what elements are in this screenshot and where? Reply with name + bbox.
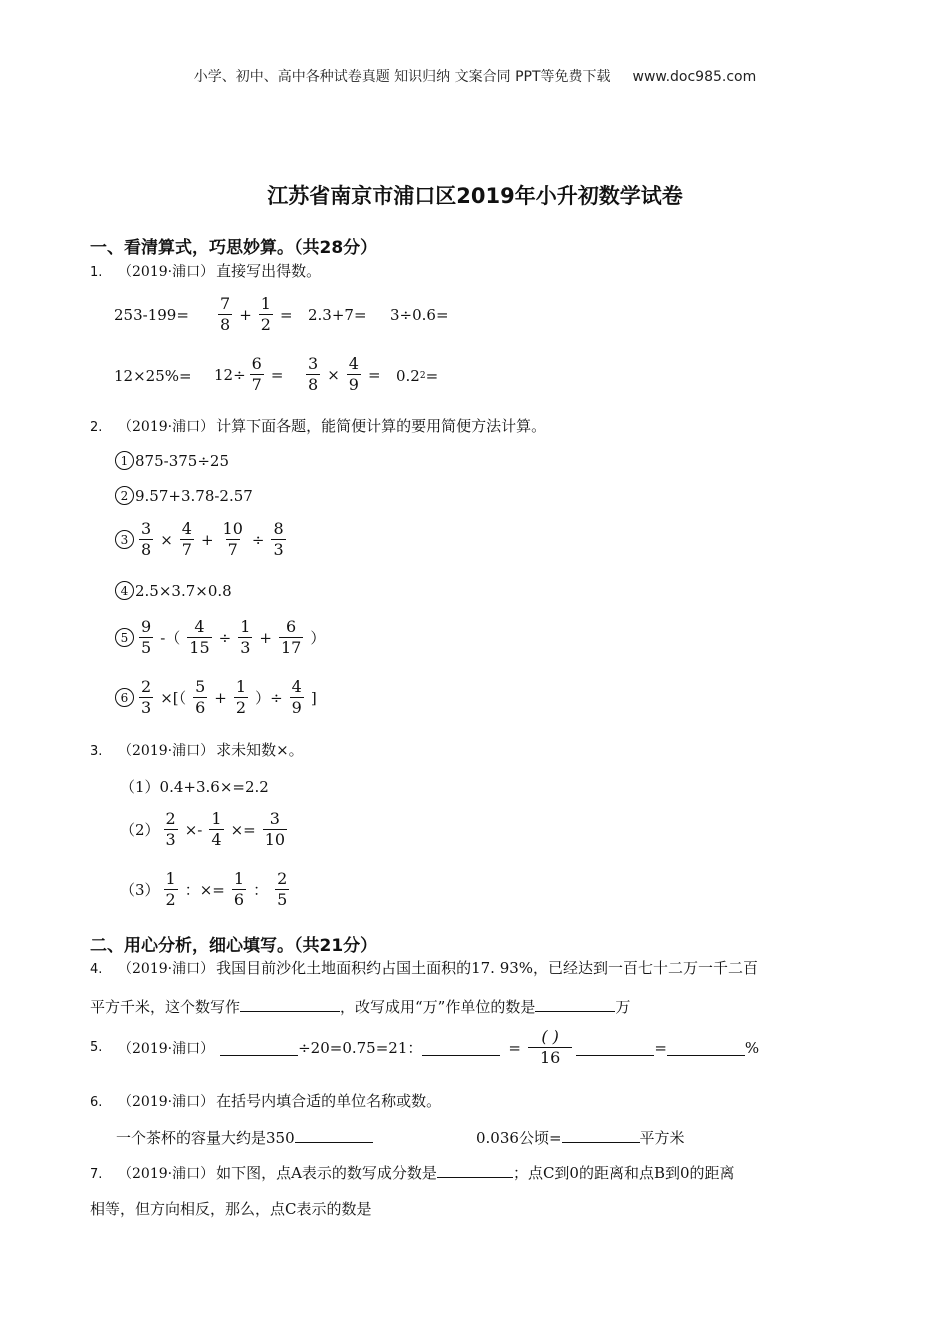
fraction: $\frac{6}{7}$ xyxy=(251,354,262,395)
fraction: $\frac{1}{6}$ xyxy=(233,869,245,910)
question-text: 求未知数×。 xyxy=(216,741,304,759)
question-number: 6. xyxy=(90,1095,103,1110)
fraction: $\frac{9}{5}$ xyxy=(141,617,152,658)
q1-expr-8: 0.2 2 = xyxy=(396,367,439,385)
q2-expr-1: 1 875-375÷25 xyxy=(115,451,229,470)
fraction: $\frac{4}{7}$ xyxy=(181,519,192,560)
source-tag: （2019·浦口） xyxy=(118,1166,215,1182)
question-5: 5. （2019·浦口） ÷20=0.75=21： = $\frac{( )}{16}$ = % xyxy=(90,1027,760,1068)
source-tag: （2019·浦口） xyxy=(118,1040,215,1057)
question-text: 在括号内填合适的单位名称或数。 xyxy=(216,1092,442,1110)
source-tag: （2019·浦口） xyxy=(118,961,215,977)
fraction: $\frac{5}{6}$ xyxy=(195,677,206,718)
question-6 xyxy=(90,1090,441,1111)
question-number: 4. xyxy=(90,962,103,977)
question-text: 直接写出得数。 xyxy=(216,262,322,280)
q1-expr-5: 12×25%= xyxy=(114,367,192,385)
fraction: $\frac{4}{9}$ xyxy=(348,354,359,395)
circled-number: 5 xyxy=(115,628,134,647)
question-number: 5. xyxy=(90,1040,103,1056)
answer-blank[interactable] xyxy=(220,1039,298,1056)
q1-expr-1: 253-199= xyxy=(114,306,189,324)
question-7-line-2: 相等，但方向相反，那么，点C表示的数是 xyxy=(90,1200,372,1218)
fraction: $\frac{7}{8}$ xyxy=(220,294,231,335)
fraction: $\frac{2}{3}$ xyxy=(141,677,152,718)
fraction: $\frac{2}{3}$ xyxy=(165,809,176,850)
q1-expr-3: 2.3+7= xyxy=(308,306,367,324)
question-4 xyxy=(90,957,758,978)
header-url[interactable]: www.doc985.com xyxy=(632,69,757,85)
fraction: $\frac{10}{7}$ xyxy=(222,519,243,560)
question-3 xyxy=(90,739,304,760)
q1-expr-2: $\frac{7}{8}$ + $\frac{1}{2}$ = xyxy=(220,294,293,335)
answer-blank[interactable] xyxy=(667,1039,745,1056)
answer-blank[interactable] xyxy=(422,1039,500,1056)
fraction: $\frac{3}{8}$ xyxy=(308,354,319,395)
question-6-line-2b: 0.036公顷= 平方米 xyxy=(476,1126,685,1148)
section-2-heading: 二、用心分析，细心填写。（共21分） xyxy=(90,936,378,956)
source-tag: （2019·浦口） xyxy=(118,419,215,435)
question-text: 我国目前沙化土地面积约占国土面积的17. 93%，已经达到一百七十二万一千二百 xyxy=(216,959,759,977)
fraction: $\frac{( )}{16}$ xyxy=(528,1028,572,1068)
fraction: $\frac{4}{9}$ xyxy=(291,677,302,718)
q2-expr-5: 5 $\frac{9}{5}$ -（ $\frac{4}{15}$ ÷ $\frac{1}{3}$ + $\frac{6}{17}$ ） xyxy=(115,618,328,658)
fraction: $\frac{8}{3}$ xyxy=(273,519,284,560)
circled-number: 6 xyxy=(115,688,134,707)
q3-part-2: （2） $\frac{2}{3}$ ×- $\frac{1}{4}$ ×= $\frac{3}{10}$ xyxy=(120,809,286,850)
source-tag: （2019·浦口） xyxy=(118,1094,215,1110)
fraction: $\frac{1}{2}$ xyxy=(165,869,176,910)
question-6-line-2: 一个茶杯的容量大约是350 xyxy=(116,1126,373,1148)
q1-expr-7: $\frac{3}{8}$ × $\frac{4}{9}$ = xyxy=(308,354,381,395)
fraction: $\frac{3}{10}$ xyxy=(264,809,286,850)
question-7: 7. （2019·浦口） 如下图，点A表示的数写成分数是 ；点C到0的距离和点B到0的距离 xyxy=(90,1161,735,1183)
fraction: $\frac{4}{15}$ xyxy=(189,617,210,658)
circled-number: 3 xyxy=(115,530,134,549)
question-number: 2. xyxy=(90,420,103,435)
question-1 xyxy=(90,260,321,281)
fraction: $\frac{6}{17}$ xyxy=(280,617,302,658)
question-2 xyxy=(90,415,546,436)
q1-expr-6: 12÷ $\frac{6}{7}$ = xyxy=(214,354,284,395)
section-1-heading: 一、看清算式，巧思妙算。（共28分） xyxy=(90,238,378,258)
q2-expr-4: 4 2.5×3.7×0.8 xyxy=(115,581,232,600)
q3-part-3: （3） $\frac{1}{2}$ ：×= $\frac{1}{6}$ ： $\frac{2}{5}$ xyxy=(120,869,288,910)
fraction: $\frac{2}{5}$ xyxy=(277,869,288,910)
source-tag: （2019·浦口） xyxy=(118,264,215,280)
question-number: 3. xyxy=(90,744,103,759)
q3-part-1: （1） 0.4+3.6×=2.2 xyxy=(120,777,269,796)
exam-title: 江苏省南京市浦口区2019年小升初数学试卷 xyxy=(267,184,683,208)
answer-blank[interactable] xyxy=(562,1126,640,1143)
question-4-line-2: 平方千米，这个数写作 ，改写成用“万”作单位的数是 万 xyxy=(90,995,630,1017)
circled-number: 4 xyxy=(115,581,134,600)
fraction: $\frac{1}{4}$ xyxy=(211,809,222,850)
q2-expr-2: 2 9.57+3.78-2.57 xyxy=(115,486,253,505)
question-number: 7. xyxy=(90,1167,103,1182)
fraction: $\frac{1}{3}$ xyxy=(240,617,251,658)
header-text: 小学、初中、高中各种试卷真题 知识归纳 文案合同 PPT等免费下载 xyxy=(193,69,611,85)
circled-number: 2 xyxy=(115,486,134,505)
fraction: $\frac{3}{8}$ xyxy=(141,519,152,560)
answer-blank[interactable] xyxy=(576,1039,654,1056)
fraction: $\frac{1}{2}$ xyxy=(235,677,247,718)
answer-blank[interactable] xyxy=(535,995,615,1012)
question-number: 1. xyxy=(90,265,103,280)
source-tag: （2019·浦口） xyxy=(118,743,215,759)
q2-expr-3: 3 $\frac{3}{8}$ × $\frac{4}{7}$ + $\frac{10}{7}$ ÷ $\frac{8}{3}$ xyxy=(115,520,290,560)
q2-expr-6: 6 $\frac{2}{3}$ ×[（ $\frac{5}{6}$ + $\frac{1}{2}$ ）÷ $\frac{4}{9}$ ] xyxy=(115,678,320,718)
page-header xyxy=(0,66,950,86)
answer-blank[interactable] xyxy=(240,995,340,1012)
answer-blank[interactable] xyxy=(295,1126,373,1143)
answer-blank[interactable] xyxy=(437,1161,513,1178)
question-text: 计算下面各题，能简便计算的要用简便方法计算。 xyxy=(216,417,547,435)
fraction: $\frac{1}{2}$ xyxy=(260,294,271,335)
circled-number: 1 xyxy=(115,451,134,470)
q1-expr-4: 3÷0.6= xyxy=(390,306,449,324)
